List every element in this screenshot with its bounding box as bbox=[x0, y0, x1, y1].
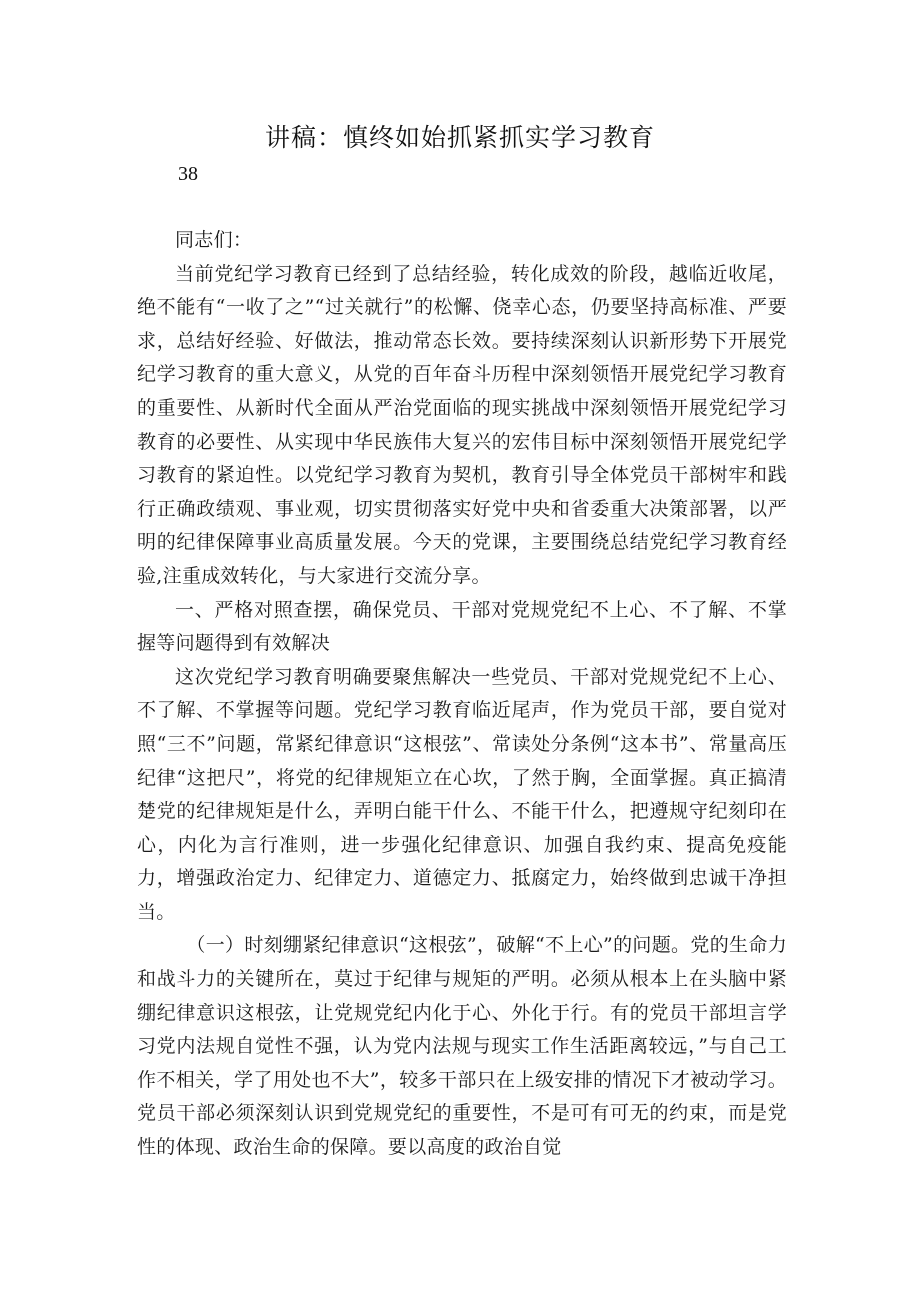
document-body bbox=[137, 224, 787, 1165]
section-one-paragraph: 这次党纪学习教育明确要聚焦解决一些党员、干部对党规党纪不上心、不了解、不掌握等问题。党纪学习教育临近尾声，作为党员干部，要自觉对照“三不”问题，常紧纪律意识“这根弦”、常读处分条例“这本书”、常量高压纪律“这把尺”，将党的纪律规矩立在心坎，了然于胸，全面掌握。真正搞清楚党的纪律规矩是什么，弄明白能干什么、不能干什么，把遵规守纪刻印在心，内化为言行准则，进一步强化纪律意识、加强自我约束、提高免疫能力，增强政治定力、纪律定力、道德定力、抵腐定力，始终做到忠诚干净担当。 bbox=[137, 665, 787, 923]
section-one-heading: 一、严格对照查摆，确保党员、干部对党规党纪不上心、不了解、不掌握等问题得到有效解决 bbox=[137, 598, 787, 655]
page-number: 38 bbox=[178, 163, 198, 185]
subsection-one-paragraph: （一）时刻绷紧纪律意识“这根弦”，破解“不上心”的问题。党的生命力和战斗力的关键所在，莫过于纪律与规矩的严明。必须从根本上在头脑中紧绷纪律意识这根弦，让党规党纪内化于心、外化于行。有的党员干部坦言学习党内法规自觉性不强，认为党内法规与现实工作生活距离较远，”与自己工作不相关，学了用处也不大”，较多干部只在上级安排的情况下才被动学习。党员干部必须深刻认识到党规党纪的重要性，不是可有可无的约束，而是党性的体现、政治生命的保障。要以高度的政治自觉 bbox=[137, 934, 787, 1159]
document-title: 讲稿：慎终如始抓紧抓实学习教育 bbox=[264, 123, 655, 152]
greeting: 同志们： bbox=[175, 229, 253, 251]
intro-paragraph: 当前党纪学习教育已经到了总结经验，转化成效的阶段，越临近收尾，绝不能有“一收了之”“过关就行”的松懈、侥幸心态，仍要坚持高标准、严要求，总结好经验、好做法，推动常态长效。要持续深刻认识新形势下开展党纪学习教育的重大意义，从党的百年奋斗历程中深刻领悟开展党纪学习教育的重要性、从新时代全面从严治党面临的现实挑战中深刻领悟开展党纪学习教育的必要性、从实现中华民族伟大复兴的宏伟目标中深刻领悟开展党纪学习教育的紧迫性。以党纪学习教育为契机，教育引导全体党员干部树牢和践行正确政绩观、事业观，切实贯彻落实好党中央和省委重大决策部署，以严明的纪律保障事业高质量发展。今天的党课，主要围绕总结党纪学习教育经验,注重成效转化，与大家进行交流分享。 bbox=[137, 262, 787, 587]
